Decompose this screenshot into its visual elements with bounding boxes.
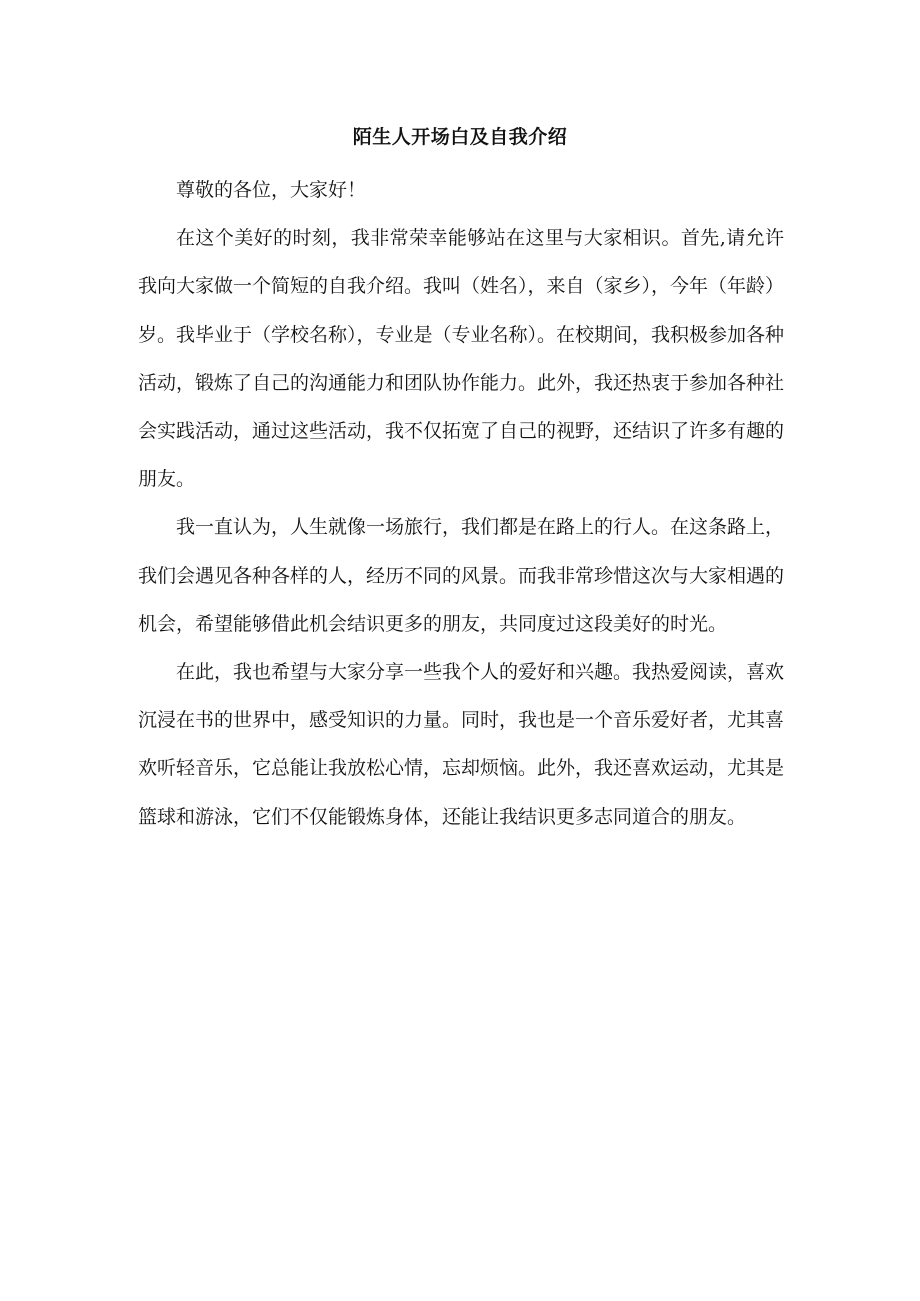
paragraph-life-journey: 我一直认为，人生就像一场旅行，我们都是在路上的行人。在这条路上，我们会遇见各种各样的人，经历不同的风景。而我非常珍惜这次与大家相遇的机会，希望能够借此机会结识更多的朋友，共同度过这段美好的时光。 (138, 516, 785, 635)
paragraph-hobbies: 在此，我也希望与大家分享一些我个人的爱好和兴趣。我热爱阅读，喜欢沉浸在书的世界中，感受知识的力量。同时，我也是一个音乐爱好者，尤其喜欢听轻音乐，它总能让我放松心情，忘却烦恼。此外，我还喜欢运动，尤其是篮球和游泳，它们不仅能锻炼身体，还能让我结识更多志同道合的朋友。 (138, 661, 785, 828)
paragraph-greeting: 尊敬的各位，大家好！ (176, 179, 367, 201)
paragraph-introduction: 在这个美好的时刻，我非常荣幸能够站在这里与大家相识。首先,请允许我向大家做一个简短的自我介绍。我叫（姓名），来自（家乡），今年（年龄）岁。我毕业于（学校名称），专业是（专业名称）。在校期间，我积极参加各种活动，锻炼了自己的沟通能力和团队协作能力。此外，我还热衷于参加各种社会实践活动，通过这些活动，我不仅拓宽了自己的视野，还结识了许多有趣的朋友。 (138, 227, 785, 491)
document-body (138, 166, 784, 841)
document-title: 陌生人开场白及自我介绍 (352, 126, 568, 148)
